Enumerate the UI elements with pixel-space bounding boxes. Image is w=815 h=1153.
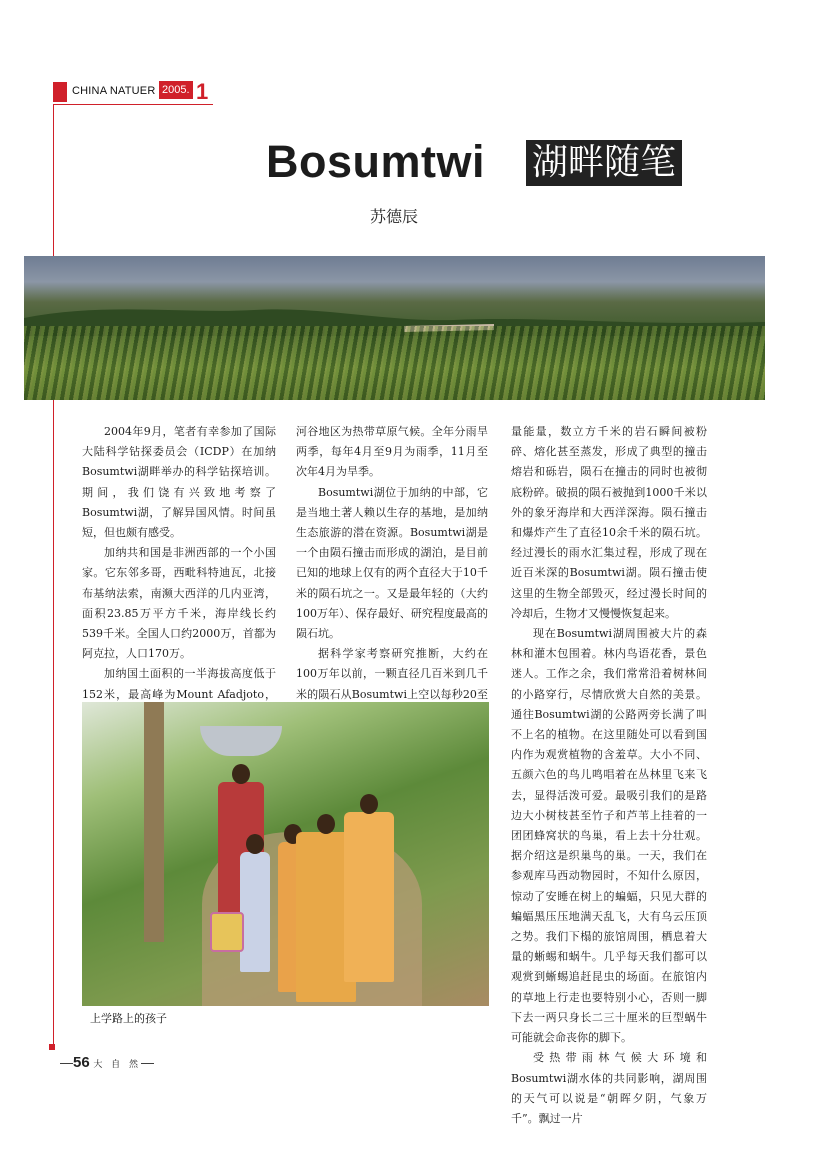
paragraph: 量能量，数立方千米的岩石瞬间被粉碎、熔化甚至蒸发，形成了典型的撞击熔岩和砾岩，陨石在撞击的同时也被彻底粉碎。破损的陨石被抛到1000千米以外的象牙海岸和大西洋深海。陨石撞击和爆炸产生了直径10余千米的陨石坑。经过漫长的雨水汇集过程，形成了现在近百米深的Bosumtwi湖。陨石撞击使这里的生物全部毁灭，经过漫长时间的冷却后，生物才又慢慢恢复起来。 [511, 425, 707, 620]
article-title-chinese: 湖畔随笔 [526, 140, 682, 186]
paragraph: 据科学家考察研究推断，大约在100万年以前，一颗直径几百米到几千米的陨石从Bosumtwi上空以每秒20至 [296, 647, 488, 701]
header-magazine-name: CHINA NATUER [72, 85, 156, 97]
paragraph: 加纳共和国是非洲西部的一个小国家。它东邻多哥，西毗科特迪瓦，北接布基纳法索，南濒大西洋的几内亚湾，面积23.85万平方千米，海岸线长约539千米。全国人口约2000万，首都为阿克拉，人口170万。 [82, 546, 276, 661]
article-title-latin: Bosumtwi [266, 136, 486, 187]
paragraph: 河谷地区为热带草原气候。全年分雨旱两季，每年4月至9月为雨季，11月至次年4月为旱季。 [296, 425, 488, 479]
grass-foreground [24, 326, 765, 400]
side-margin-dot [49, 1044, 55, 1050]
children-photo [82, 702, 489, 1006]
paragraph: 受热带雨林气候大环境和Bosumtwi湖水体的共同影响，湖周围的天气可以说是“朝晖夕阴，气象万千”。飘过一片 [511, 1051, 707, 1125]
paragraph: 2004年9月，笔者有幸参加了国际大陆科学钻探委员会（ICDP）在加纳Bosumtwi湖畔举办的科学钻探培训。期间，我们饶有兴致地考察了Bosumtwi湖，了解异国风情。时间虽短，但也颇有感受。 [82, 425, 276, 540]
page-number: 56 [73, 1054, 90, 1071]
text-column-3 [511, 422, 707, 1129]
paragraph: 加纳国土面积的一半海拔高度低于152米，最高峰为Mount Afadjoto， [82, 667, 276, 701]
header-rule [53, 104, 213, 105]
lake-landscape-photo [24, 256, 765, 400]
footer-dash: — [141, 1055, 155, 1070]
page-footer [60, 1054, 154, 1071]
child-figure [240, 852, 270, 972]
footer-dash: — [60, 1055, 73, 1070]
photo-caption: 上学路上的孩子 [90, 1012, 167, 1025]
child-figure [344, 812, 394, 982]
flower-basket-shape [210, 912, 244, 952]
header-year-badge: 2005. [159, 81, 193, 99]
article-author: 苏德辰 [370, 207, 419, 226]
paragraph: 现在Bosumtwi湖周围被大片的森林和灌木包围着。林内鸟语花香，景色迷人。工作之余，我们常常沿着树林间的小路穿行，尽情欣赏大自然的美景。通往Bosumtwi湖的公路两旁长满了叫不上名的植物。在这里随处可以看到国内作为观赏植物的含羞草。大小不同、五颜六色的鸟儿鸣唱着在丛林里飞来飞去，显得活泼可爱。最吸引我们的是路边大小树枝甚至竹子和芦苇上挂着的一团团蜂窝状的鸟巢，看上去十分壮观。据介绍这是织巢鸟的巢。一天，我们在参观库马西动物园时，不知什么原因，惊动了安睡在树上的蝙蝠，只见大群的蝙蝠黑压压地满天乱飞，大有乌云压顶之势。我们下榻的旅馆周围，栖息着大量的蜥蜴和蜗牛。几乎每天我们都可以观赏到蜥蜴追赶昆虫的场面。在旅馆内的草地上行走也要特别小心，否则一脚下去一两只身长二三十厘米的巨型蜗牛可能就会命丧你的脚下。 [511, 627, 707, 1045]
header-issue-number: 1 [196, 79, 209, 104]
head-basin-shape [200, 726, 282, 756]
paragraph: Bosumtwi湖位于加纳的中部，它是当地土著人赖以生存的基地，是加纳生态旅游的潜在资源。Bosumtwi湖是一个由陨石撞击而形成的湖泊，是目前已知的地球上仅有的两个直径大于10千米的陨石坑之一。又是最年轻的（大约100万年）、保存最好、研究程度最高的陨石坑。 [296, 485, 488, 641]
tree-trunk-shape [144, 702, 164, 942]
text-column-2 [296, 422, 488, 745]
header-red-mark [53, 82, 67, 102]
footer-magazine-name: 大 自 然 [93, 1060, 142, 1070]
side-margin-rule [53, 104, 54, 1048]
